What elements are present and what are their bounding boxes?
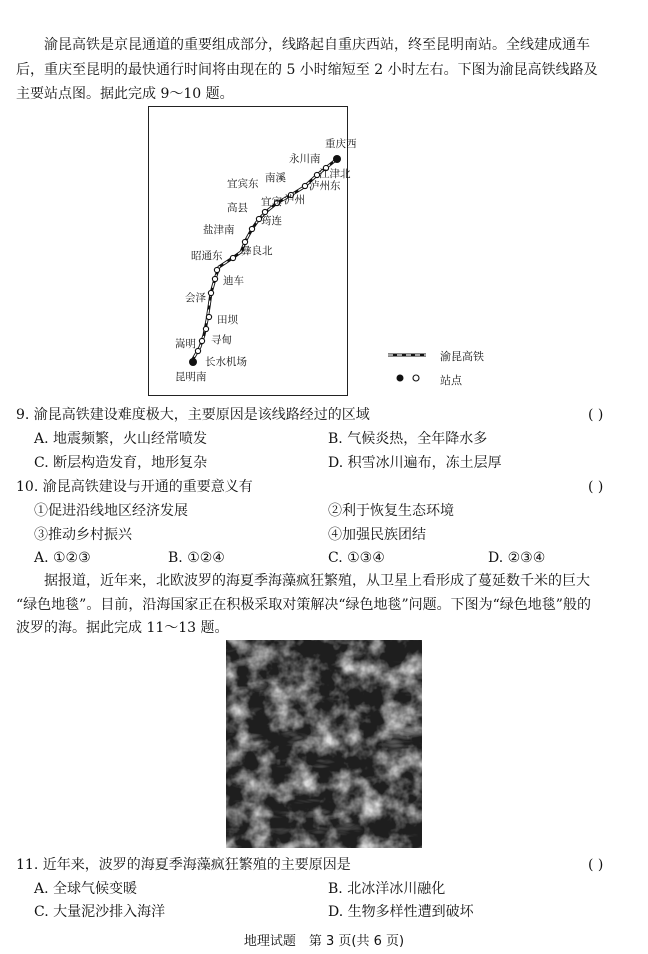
- intro1-line2: 后，重庆至昆明的最快通行时间将由现在的 5 小时缩短至 2 小时左右。下图为渝昆高铁线路及: [16, 62, 598, 78]
- q11-option-c: C. 大量泥沙排入海洋: [34, 904, 166, 920]
- station-label: 盐津南: [203, 224, 235, 236]
- legend-station-label: 站点: [440, 374, 462, 387]
- station-label: 昆明南: [175, 371, 207, 383]
- page-footer: 地理试题 第 3 页(共 6 页): [243, 934, 405, 949]
- legend-line-label: 渝昆高铁: [440, 350, 484, 363]
- station-label: 江津北: [319, 168, 351, 180]
- q10-statement-3: ③推动乡村振兴: [34, 527, 132, 543]
- legend-station-dot-icon: [413, 375, 419, 381]
- station-label: 嵩明: [175, 338, 196, 350]
- station-label: 泸州东: [309, 180, 341, 192]
- station-dot: [262, 209, 267, 214]
- intro2-line2: “绿色地毯”。目前，沿海国家正在积极采取对策解决“绿色地毯”问题。下图为“绿色地毯”般的: [16, 597, 591, 613]
- station-label: 田坝: [217, 314, 238, 326]
- satellite-image-baltic-sea: [226, 640, 422, 848]
- station-dot: [249, 226, 254, 231]
- q9-option-a: A. 地震频繁，火山经常喷发: [34, 431, 208, 447]
- q11-option-d: D. 生物多样性遭到破坏: [328, 904, 474, 920]
- station-dot: [203, 326, 208, 331]
- q10-option-a: A. ①②③: [34, 550, 91, 566]
- q9-option-c: C. 断层构造发育，地形复杂: [34, 455, 208, 471]
- q11-answer-blank: ( ): [588, 857, 604, 873]
- station-label: 寻甸: [211, 334, 232, 346]
- q9-stem: 9. 渝昆高铁建设难度极大，主要原因是该线路经过的区域: [16, 407, 370, 423]
- q9-answer-blank: ( ): [588, 407, 604, 423]
- station-dot: [206, 314, 211, 319]
- station-dot-chongqingxi: [333, 155, 341, 163]
- legend-terminal-dot-icon: [397, 375, 404, 382]
- station-dot: [302, 183, 307, 188]
- q10-stem: 10. 渝昆高铁建设与开通的重要意义有: [16, 479, 253, 495]
- station-label: 彝良北: [241, 245, 273, 257]
- station-dot: [208, 290, 213, 295]
- station-label: 永川南: [289, 153, 321, 165]
- station-dot: [195, 348, 200, 353]
- q10-statement-4: ④加强民族团结: [328, 527, 426, 543]
- station-dot-kunmingnan: [189, 358, 197, 366]
- legend-symbols: [386, 349, 430, 385]
- q10-statement-1: ①促进沿线地区经济发展: [34, 503, 188, 519]
- station-dot: [214, 267, 219, 272]
- station-label: 迪车: [223, 275, 244, 287]
- station-label: 宜宾东: [227, 178, 259, 190]
- q9-option-d: D. 积雪冰川遍布，冻土层厚: [328, 455, 502, 471]
- q9-option-b: B. 气候炎热，全年降水多: [328, 431, 488, 447]
- q10-answer-blank: ( ): [588, 479, 604, 495]
- station-label: 长水机场: [205, 356, 247, 368]
- q10-option-b: B. ①②④: [168, 550, 225, 566]
- station-label: 昭通东: [191, 250, 223, 262]
- q11-option-b: B. 北冰洋冰川融化: [328, 881, 446, 897]
- station-dot: [199, 338, 204, 343]
- station-dot: [230, 255, 235, 260]
- station-label: 高县: [227, 202, 248, 214]
- intro1-line1: 渝昆高铁是京昆通道的重要组成部分，线路起自重庆西站，终至昆明南站。全线建成通车: [44, 37, 590, 53]
- q10-option-c: C. ①③④: [328, 550, 385, 566]
- intro2-line3: 波罗的海。据此完成 11～13 题。: [16, 620, 229, 636]
- intro2-line1: 据报道，近年来，北欧波罗的海夏季海藻疯狂繁殖，从卫星上看形成了蔓延数千米的巨大: [44, 573, 590, 589]
- station-label: 南溪: [265, 172, 286, 184]
- station-label: 筠连: [261, 215, 282, 227]
- station-label: 泸州: [284, 194, 305, 206]
- q10-statement-2: ②利于恢复生态环境: [328, 503, 454, 519]
- railway-map-svg: [149, 107, 357, 397]
- station-label: 重庆西: [325, 138, 357, 150]
- q11-stem: 11. 近年来，波罗的海夏季海藻疯狂繁殖的主要原因是: [16, 857, 351, 873]
- station-label: 会泽: [185, 292, 206, 304]
- railway-map: [148, 106, 357, 396]
- q11-option-a: A. 全球气候变暖: [34, 881, 138, 897]
- station-dot: [212, 276, 217, 281]
- station-dot: [242, 239, 247, 244]
- station-label: 宜宾: [261, 196, 282, 208]
- intro1-line3: 主要站点图。据此完成 9～10 题。: [16, 86, 234, 102]
- q10-option-d: D. ②③④: [488, 550, 546, 566]
